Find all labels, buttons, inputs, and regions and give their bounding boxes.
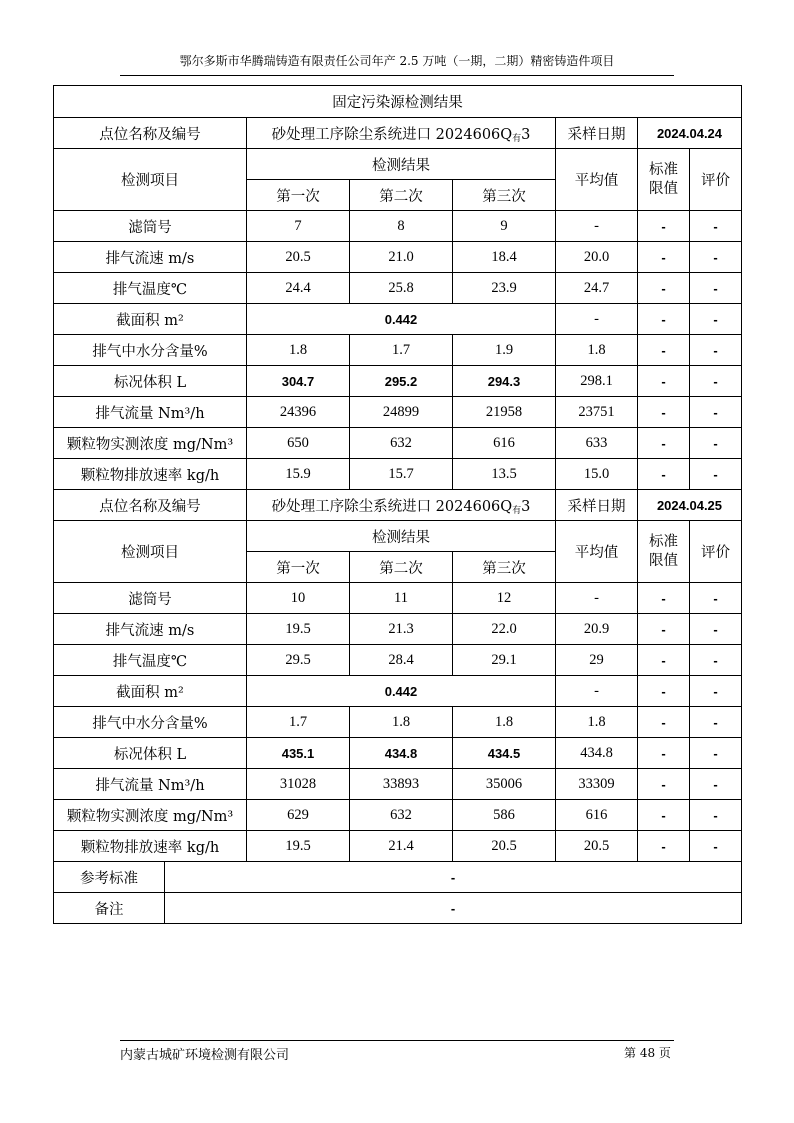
point-name-value bbox=[247, 490, 556, 521]
table-row bbox=[54, 614, 742, 645]
evaluation-value: - bbox=[690, 676, 742, 707]
evaluation-value: - bbox=[690, 614, 742, 645]
second-header: 第二次 bbox=[350, 180, 453, 211]
row-label: 排气流量 Nm³/h bbox=[54, 397, 247, 428]
third-header: 第三次 bbox=[453, 552, 556, 583]
result-header: 检测结果 bbox=[247, 521, 556, 552]
limit-value: - bbox=[638, 459, 690, 490]
run-3-value: 294.3 bbox=[453, 366, 556, 397]
first-header: 第一次 bbox=[247, 180, 350, 211]
average-value: 23751 bbox=[556, 397, 638, 428]
table-row bbox=[54, 242, 742, 273]
evaluation-value: - bbox=[690, 273, 742, 304]
row-label: 标况体积 L bbox=[54, 738, 247, 769]
limit-value: - bbox=[638, 242, 690, 273]
row-label: 排气温度℃ bbox=[54, 273, 247, 304]
table-row bbox=[54, 304, 742, 335]
average-value: - bbox=[556, 304, 638, 335]
limit-value: - bbox=[638, 583, 690, 614]
evaluation-header: 评价 bbox=[690, 521, 742, 583]
average-value: 633 bbox=[556, 428, 638, 459]
table-row bbox=[54, 335, 742, 366]
average-value: 616 bbox=[556, 800, 638, 831]
run-3-value: 18.4 bbox=[453, 242, 556, 273]
run-3-value: 21958 bbox=[453, 397, 556, 428]
average-value: - bbox=[556, 583, 638, 614]
average-value: 20.5 bbox=[556, 831, 638, 862]
run-2-value: 24899 bbox=[350, 397, 453, 428]
row-label: 排气流速 m/s bbox=[54, 614, 247, 645]
point-code-suffix: 3 bbox=[521, 498, 531, 515]
merged-value: 0.442 bbox=[247, 676, 556, 707]
run-3-value: 22.0 bbox=[453, 614, 556, 645]
row-label: 滤筒号 bbox=[54, 211, 247, 242]
evaluation-value: - bbox=[690, 769, 742, 800]
run-2-value: 295.2 bbox=[350, 366, 453, 397]
run-2-value: 25.8 bbox=[350, 273, 453, 304]
row-label: 颗粒物实测浓度 mg/Nm³ bbox=[54, 800, 247, 831]
result-header: 检测结果 bbox=[247, 149, 556, 180]
remarks-value: - bbox=[165, 893, 742, 924]
evaluation-value: - bbox=[690, 428, 742, 459]
point-name-value bbox=[247, 118, 556, 149]
average-value: 434.8 bbox=[556, 738, 638, 769]
average-value: 24.7 bbox=[556, 273, 638, 304]
run-3-value: 12 bbox=[453, 583, 556, 614]
table-row bbox=[54, 800, 742, 831]
run-2-value: 21.4 bbox=[350, 831, 453, 862]
run-2-value: 28.4 bbox=[350, 645, 453, 676]
table-row bbox=[54, 366, 742, 397]
run-3-value: 434.5 bbox=[453, 738, 556, 769]
evaluation-value: - bbox=[690, 707, 742, 738]
run-1-value: 19.5 bbox=[247, 614, 350, 645]
limit-value: - bbox=[638, 335, 690, 366]
limit-value: - bbox=[638, 211, 690, 242]
footer-page-number: 第 48 页 bbox=[624, 1046, 671, 1060]
average-value: 1.8 bbox=[556, 335, 638, 366]
evaluation-value: - bbox=[690, 335, 742, 366]
run-3-value: 23.9 bbox=[453, 273, 556, 304]
table-title: 固定污染源检测结果 bbox=[54, 86, 742, 118]
table-row bbox=[54, 428, 742, 459]
table-row bbox=[54, 831, 742, 862]
average-value: 29 bbox=[556, 645, 638, 676]
run-2-value: 33893 bbox=[350, 769, 453, 800]
third-header: 第三次 bbox=[453, 180, 556, 211]
run-3-value: 1.8 bbox=[453, 707, 556, 738]
row-label: 颗粒物排放速率 kg/h bbox=[54, 459, 247, 490]
average-value: 15.0 bbox=[556, 459, 638, 490]
table-row bbox=[54, 397, 742, 428]
run-1-value: 1.7 bbox=[247, 707, 350, 738]
run-1-value: 650 bbox=[247, 428, 350, 459]
run-3-value: 1.9 bbox=[453, 335, 556, 366]
run-3-value: 29.1 bbox=[453, 645, 556, 676]
row-label: 排气温度℃ bbox=[54, 645, 247, 676]
row-label: 颗粒物排放速率 kg/h bbox=[54, 831, 247, 862]
evaluation-value: - bbox=[690, 738, 742, 769]
point-name-label: 点位名称及编号 bbox=[54, 118, 247, 149]
run-1-value: 31028 bbox=[247, 769, 350, 800]
row-label: 标况体积 L bbox=[54, 366, 247, 397]
evaluation-value: - bbox=[690, 459, 742, 490]
point-code-subscript: 有 bbox=[512, 133, 522, 144]
table-row bbox=[54, 583, 742, 614]
run-3-value: 35006 bbox=[453, 769, 556, 800]
table-row bbox=[54, 676, 742, 707]
document-header: 鄂尔多斯市华腾瑞铸造有限责任公司年产 2.5 万吨（一期，二期）精密铸造件项目 bbox=[120, 52, 674, 76]
limit-value: - bbox=[638, 273, 690, 304]
run-2-value: 434.8 bbox=[350, 738, 453, 769]
run-1-value: 7 bbox=[247, 211, 350, 242]
run-1-value: 19.5 bbox=[247, 831, 350, 862]
run-1-value: 20.5 bbox=[247, 242, 350, 273]
run-2-value: 1.7 bbox=[350, 335, 453, 366]
evaluation-value: - bbox=[690, 800, 742, 831]
row-label: 截面积 m² bbox=[54, 304, 247, 335]
row-label: 排气流速 m/s bbox=[54, 242, 247, 273]
limit-value: - bbox=[638, 800, 690, 831]
run-3-value: 616 bbox=[453, 428, 556, 459]
run-1-value: 15.9 bbox=[247, 459, 350, 490]
limit-value: - bbox=[638, 397, 690, 428]
merged-value: 0.442 bbox=[247, 304, 556, 335]
run-2-value: 632 bbox=[350, 428, 453, 459]
table-row bbox=[54, 769, 742, 800]
evaluation-value: - bbox=[690, 831, 742, 862]
row-label: 排气流量 Nm³/h bbox=[54, 769, 247, 800]
footer-company: 内蒙古城矿环境检测有限公司 bbox=[120, 1048, 290, 1063]
run-3-value: 13.5 bbox=[453, 459, 556, 490]
reference-value: - bbox=[165, 862, 742, 893]
average-value: - bbox=[556, 676, 638, 707]
run-3-value: 586 bbox=[453, 800, 556, 831]
emission-results-table bbox=[53, 85, 742, 924]
run-2-value: 21.0 bbox=[350, 242, 453, 273]
table-row bbox=[54, 459, 742, 490]
row-label: 排气中水分含量% bbox=[54, 335, 247, 366]
limit-value: - bbox=[638, 707, 690, 738]
table-row bbox=[54, 211, 742, 242]
table-row bbox=[54, 645, 742, 676]
limit-value: - bbox=[638, 738, 690, 769]
average-value: 20.0 bbox=[556, 242, 638, 273]
remarks-label: 备注 bbox=[54, 893, 165, 924]
sample-date-value: 2024.04.25 bbox=[638, 490, 742, 521]
run-2-value: 21.3 bbox=[350, 614, 453, 645]
evaluation-value: - bbox=[690, 366, 742, 397]
point-code-subscript: 有 bbox=[512, 505, 522, 516]
average-header: 平均值 bbox=[556, 521, 638, 583]
run-1-value: 629 bbox=[247, 800, 350, 831]
point-name-label: 点位名称及编号 bbox=[54, 490, 247, 521]
sample-date-value: 2024.04.24 bbox=[638, 118, 742, 149]
run-2-value: 1.8 bbox=[350, 707, 453, 738]
limit-value: - bbox=[638, 614, 690, 645]
table-row bbox=[54, 273, 742, 304]
run-1-value: 304.7 bbox=[247, 366, 350, 397]
evaluation-header: 评价 bbox=[690, 149, 742, 211]
limit-value: - bbox=[638, 831, 690, 862]
limit-value: - bbox=[638, 676, 690, 707]
evaluation-value: - bbox=[690, 242, 742, 273]
run-2-value: 8 bbox=[350, 211, 453, 242]
average-value: 1.8 bbox=[556, 707, 638, 738]
average-header: 平均值 bbox=[556, 149, 638, 211]
run-2-value: 11 bbox=[350, 583, 453, 614]
limit-header: 标准 限值 bbox=[638, 149, 690, 211]
table-row bbox=[54, 707, 742, 738]
row-label: 排气中水分含量% bbox=[54, 707, 247, 738]
row-label: 截面积 m² bbox=[54, 676, 247, 707]
limit-value: - bbox=[638, 366, 690, 397]
run-2-value: 632 bbox=[350, 800, 453, 831]
item-header: 检测项目 bbox=[54, 149, 247, 211]
limit-header: 标准 限值 bbox=[638, 521, 690, 583]
evaluation-value: - bbox=[690, 304, 742, 335]
average-value: 298.1 bbox=[556, 366, 638, 397]
limit-value: - bbox=[638, 428, 690, 459]
evaluation-value: - bbox=[690, 211, 742, 242]
evaluation-value: - bbox=[690, 645, 742, 676]
run-1-value: 10 bbox=[247, 583, 350, 614]
row-label: 滤筒号 bbox=[54, 583, 247, 614]
second-header: 第二次 bbox=[350, 552, 453, 583]
row-label: 颗粒物实测浓度 mg/Nm³ bbox=[54, 428, 247, 459]
limit-value: - bbox=[638, 645, 690, 676]
sample-date-label: 采样日期 bbox=[556, 490, 638, 521]
run-1-value: 29.5 bbox=[247, 645, 350, 676]
run-3-value: 20.5 bbox=[453, 831, 556, 862]
run-1-value: 24396 bbox=[247, 397, 350, 428]
first-header: 第一次 bbox=[247, 552, 350, 583]
sample-date-label: 采样日期 bbox=[556, 118, 638, 149]
footer-divider bbox=[120, 1040, 674, 1041]
point-code-suffix: 3 bbox=[521, 126, 531, 143]
limit-value: - bbox=[638, 769, 690, 800]
average-value: 20.9 bbox=[556, 614, 638, 645]
reference-label: 参考标准 bbox=[54, 862, 165, 893]
average-value: - bbox=[556, 211, 638, 242]
run-1-value: 435.1 bbox=[247, 738, 350, 769]
item-header: 检测项目 bbox=[54, 521, 247, 583]
point-code: 砂处理工序除尘系统进口 2024606Q bbox=[271, 126, 513, 143]
table-row bbox=[54, 738, 742, 769]
point-code: 砂处理工序除尘系统进口 2024606Q bbox=[271, 498, 513, 515]
evaluation-value: - bbox=[690, 397, 742, 428]
run-1-value: 1.8 bbox=[247, 335, 350, 366]
limit-value: - bbox=[638, 304, 690, 335]
evaluation-value: - bbox=[690, 583, 742, 614]
average-value: 33309 bbox=[556, 769, 638, 800]
run-1-value: 24.4 bbox=[247, 273, 350, 304]
run-2-value: 15.7 bbox=[350, 459, 453, 490]
run-3-value: 9 bbox=[453, 211, 556, 242]
